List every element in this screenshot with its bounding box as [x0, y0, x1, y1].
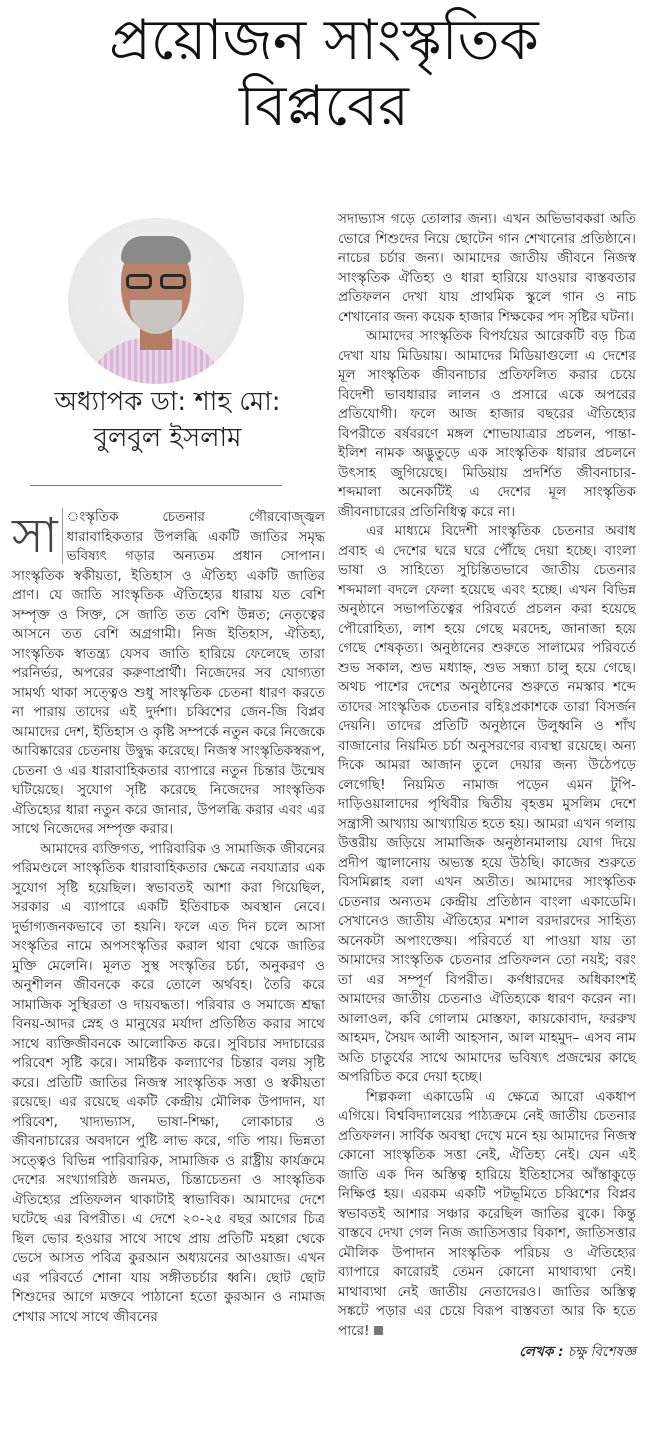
paragraph: আমাদের ব্যক্তিগত, পারিবারিক ও সামাজিক জীবনের পরিমণ্ডলে সাংস্কৃতিক ধারাবাহিকতার ক্ষেত্রে নবযাত্রার এক সুযোগ সৃষ্টি হয়েছিল। স্বভাবতই আশা করা গিয়েছিল, সরকার এ ব্যাপারে একটি ইতিবাচক অবস্থান নেবে। দুর্ভাগ্যজনকভাবে তা হয়নি। ফলে এত দিন চলে আসা সংস্কৃতির নামে অপসংস্কৃতির করাল থাবা থেকে জাতির মুক্তি মেলেনি। মূলত সুস্থ সংস্কৃতির চর্চা, অনুকরণ ও অনুশীলন জীবনকে করে তোলে অর্থবহ। তৈরি করে সামাজিক সুস্থিরতা ও দায়বদ্ধতা। পরিবার ও সমাজে শ্রদ্ধা বিনয়-আদর স্নেহ ও মানুষের মর্যাদা প্রতিষ্ঠিত করার সাথে সাথে ব্যক্তিজীবনকে আলোকিত করে। সুবিচার সদাচারের পরিবেশ সৃষ্টি করে। সামষ্টিক কল্যাণের চিন্তার বলয় সৃষ্টি করে। প্রতিটি জাতির নিজস্ব সাংস্কৃতিক সত্তা ও স্বকীয়তা রয়েছে। এর রয়েছে একটি কেন্দ্রীয় মৌলিক উপাদান, যা পরিবেশ, খাদ্যভ্যাস, ভাষা-শিক্ষা, লোকাচার ও জীবনাচারের অবদানে পুষ্টি লাভ করে, গতি পায়। ভিন্নতা সত্ত্বেও বিভিন্ন পারিবারিক, সামাজিক ও রাষ্ট্রীয় কার্যক্রমে দেশের সংখ্যাগরিষ্ঠ জনমত, চিন্তাচেতনা ও সাংস্কৃতিক ঐতিহ্যের প্রতিফলন থাকাটাই স্বাভাবিক। আমাদের দেশে ঘটেছে এর বিপরীত। এ দেশে ২০-২৫ বছর আগের চিত্র ছিল ভোর হওয়ার সাথে সাথে প্রায় প্রতিটি মহল্লা থেকে ভেসে আসত পবিত্র কুরআন অধ্যয়নের আওয়াজ। এখন এর পরিবর্তে শোনা যায় সঙ্গীতচর্চার ধ্বনি। ছোট ছোট শিশুদের আগে মক্তবে পাঠানো হতো কুরআন ও নামাজ শেখার সাথে সাথে জীবনের — [12, 840, 325, 1325]
author-photo — [68, 218, 244, 384]
glasses — [124, 274, 188, 290]
end-mark-icon — [374, 1326, 383, 1335]
paragraph: এর মাধ্যমে বিদেশী সাংস্কৃতিক চেতনার অবাধ প্রবাহ এ দেশের ঘরে ঘরে পৌঁছে দেয়া হচ্ছে। বাংলা ভাষা ও সাহিত্যে সুচিন্তিতভাবে জাতীয় চেতনার শব্দমালা বদলে ফেলা হয়েছে এবং হচ্ছে। এখন বিভিন্ন অনুষ্ঠানে সভাপতিত্বের পরিবর্তে প্রচলন করা হয়েছে পৌরোহিত্য, লাশ হয়ে গেছে মরদেহ, জানাজা হয়ে গেছে শেষকৃত্য। অনুষ্ঠানের শুরুতে সালামের পরিবর্তে শুভ সকাল, শুভ মধ্যাহ্ন, শুভ সন্ধ্যা চালু হয়ে গেছে। অথচ পাশের দেশের অনুষ্ঠানের শুরুতে নমস্কার শব্দে তাদের সাংস্কৃতিক চেতনার বহিঃপ্রকাশকে তারা বিসর্জন দেয়নি। তাদের প্রতিটি অনুষ্ঠানে উলুধ্বনি ও শাঁখ বাজানোর নিয়মিত চর্চা অনুসরণের ব্যবস্থা রয়েছে। অন্য দিকে আমরা আজান তুলে দেয়ার জন্য উঠেপড়ে লেগেছি! নিয়মিত নামাজ পড়েন এমন টুপি-দাড়িওয়ালাদের পৃথিবীর দ্বিতীয় বৃহত্তম মুসলিম দেশে সন্ত্রাসী আখ্যায় আখ্যায়িত হতে হয়। আমরা এখন গলায় উত্তরীয় জড়িয়ে সামাজিক অনুষ্ঠানমালায় যোগ দিয়ে প্রদীপ জ্বালানোয় অভ্যস্ত হয়ে উঠছি। কাজের শুরুতে বিসমিল্লাহ বলা এখন অতীত। আমাদের সাংস্কৃতিক চেতনার অন্যতম কেন্দ্রীয় প্রতিষ্ঠান বাংলা একাডেমি। সেখানেও জাতীয় ঐতিহ্যের মশাল বরদারদের সাহিত্য অনেকটা অপাংক্তেয়। পরিবর্তে যা পাওয়া যায় তা আমাদের সাংস্কৃতিক চেতনার প্রতিফলন তো নয়ই; বরং তা এর সম্পূর্ণ বিপরীত। কর্ণধারদের অধিকাংশই আমাদের জাতীয় চেতনাও ঐতিহ্যকে ধারণ করেন না। আলাওল, কবি গোলাম মোস্তফা, কায়কোবাদ, ফররুখ আহমদ, সৈয়দ আলী আহসান, আল মাহমুদ– এসব নাম অতি চাতুর্যের সাথে আমাদের ভবিষ্যৎ প্রজন্মের কাছে অপরিচিত করে দেয়া হচ্ছে। — [338, 523, 636, 1085]
paragraph-continued: সদাভ্যাস গড়ে তোলার জন্য। এখন অভিভাবকরা অতি ভোরে শিশুদের নিয়ে ছোটেন গান শেখানোর প্রতিষ্ঠানে। নাচের চর্চার জন্য। আমাদের জাতীয় জীবনে নিজস্ব সাংস্কৃতিক ঐতিহ্য ও ধারা হারিয়ে যাওয়ার বাস্তবতার প্রতিফলন দেখা যায় প্রাথমিক স্কুলে গান ও নাচ শেখানোর জন্য কয়েক হাজার শিক্ষকের পদ সৃষ্টির ঘটনা। — [338, 211, 636, 325]
byline-value: চক্ষু বিশেষজ্ঞ — [567, 1344, 636, 1360]
paragraph: সা ংস্কৃতিক চেতনার গৌরবোজ্জ্বল ধারাবাহিকতার উপলব্ধি একটি জাতির সমৃদ্ধ ভবিষ্যৎ গড়ার অন্যতম প্রধান সোপান। সাংস্কৃতিক স্বকীয়তা, ইতিহাস ও ঐতিহ্য একটি জাতির প্রাণ। যে জাতি সাংস্কৃতিক ঐতিহ্যের ধারায় যত বেশি সম্পৃক্ত ও সিক্ত, সে জাতি তত বেশি উন্নত; নেতৃত্বের আসনে তত বেশি অগ্রগামী। নিজ ইতিহাস, ঐতিহ্য, সাংস্কৃতিক স্বাতন্ত্র্য যেসব জাতি হারিয়ে ফেলেছে তারা পরনির্ভর, অপরের করুণাপ্রার্থী। নিজেদের সব যোগ্যতা সামর্থ্য থাকা সত্ত্বেও শুধু সাংস্কৃতিক চেতনা ধারণ করতে না পারায় তাদের এই দুর্দশা। চব্বিশের জেন-জি বিপ্লব আমাদের দেশ, ইতিহাস ও কৃষ্টি সম্পর্কে নতুন করে নিজেকে আবিষ্কারের চেতনায় উদ্বুদ্ধ করেছে। নিজস্ব সাংস্কৃতিকস্বরূপ, চেতনা ও এর ধারাবাহিকতার ব্যাপারে নতুন চিন্তার উন্মেষ ঘটিয়েছে। সুযোগ সৃষ্টি করেছে নিজেদের সাংস্কৃতিক ঐতিহ্যের ধারা নতুন করে জানার, উপলব্ধি করার এবং এর সাথে নিজেদের সম্পৃক্ত করার। — [12, 508, 325, 837]
paragraph: শিল্পকলা একাডেমি এ ক্ষেত্রে আরো একধাপ এগিয়ে। বিশ্ববিদ্যালয়ের পাঠ্যক্রমে নেই জাতীয় চেতনার প্রতিফলন। সার্বিক অবস্থা দেখে মনে হয় আমাদের নিজস্ব কোনো সাংস্কৃতিক সত্তা নেই, ঐতিহ্য নেই। যেন এই জাতি এক দিন অস্তিত্ব হারিয়ে ইতিহাসের আঁস্তাকুড়ে নিক্ষিপ্ত হয়। এরকম একটি পটভূমিতে চব্বিশের বিপ্লব স্বভাবতই আশার সঞ্চার করেছিল জাতির বুকে। কিন্তু বাস্তবে দেখা গেল নিজ জাতিসত্তার বিকাশ, জাতিসত্তার মৌলিক উপাদান সাংস্কৃতিক পরিচয় ও ঐতিহ্যের ব্যাপারে কারোরই তেমন কোনো মাথাব্যথা নেই। মাথাব্যথা নেই জাতীয় নেতাদেরও। জাতির অস্তিত্ব সঙ্কটে পড়ার এর চেয়ে বিরূপ বাস্তবতা আর কি হতে পারে! — [338, 1088, 636, 1339]
article-column-left — [12, 508, 325, 1327]
byline — [338, 1343, 636, 1363]
author-divider — [30, 485, 282, 486]
author-name — [10, 384, 325, 456]
author-line-2: বুলবুল ইসলাম — [93, 423, 242, 453]
title-line-1: প্রয়োজন সাংস্কৃতিক — [109, 8, 539, 73]
author-line-1: অধ্যাপক ডা: শাহ মো: — [54, 387, 281, 417]
article-title — [0, 8, 648, 140]
paragraph: আমাদের সাংস্কৃতিক বিপর্যয়ের আরেকটি বড় চিত্র দেখা যায় মিডিয়ায়। আমাদের মিডিয়াগুলো এ দেশের মূল সাংস্কৃতিক জীবনাচার প্রতিফলিত করার চেয়ে বিদেশী ভাবধারার লালন ও প্রসারে একে অপরের প্রতিযোগী। ফলে আজ হাজার বছরের ঐতিহ্যের বিপরীতে বর্ষবরণে মঙ্গল শোভাযাত্রার প্রচলন, পান্তা-ইলিশ নামক অদ্ভুতুড়ে এক সাংস্কৃতিক ধারার প্রচলনে উৎসাহ জুগিয়েছে। মিডিয়ায় প্রদর্শিত জীবনাচার-শব্দমালা অনেকটিই এ দেশের মূল সাংস্কৃতিক জীবনাচারের প্রতিনিধিত্ব করে না। — [338, 328, 636, 520]
title-line-2: বিপ্লবের — [239, 74, 409, 139]
drop-cap: সা — [12, 508, 63, 564]
article-column-right — [338, 210, 636, 1363]
byline-label: লেখক : — [519, 1344, 564, 1360]
